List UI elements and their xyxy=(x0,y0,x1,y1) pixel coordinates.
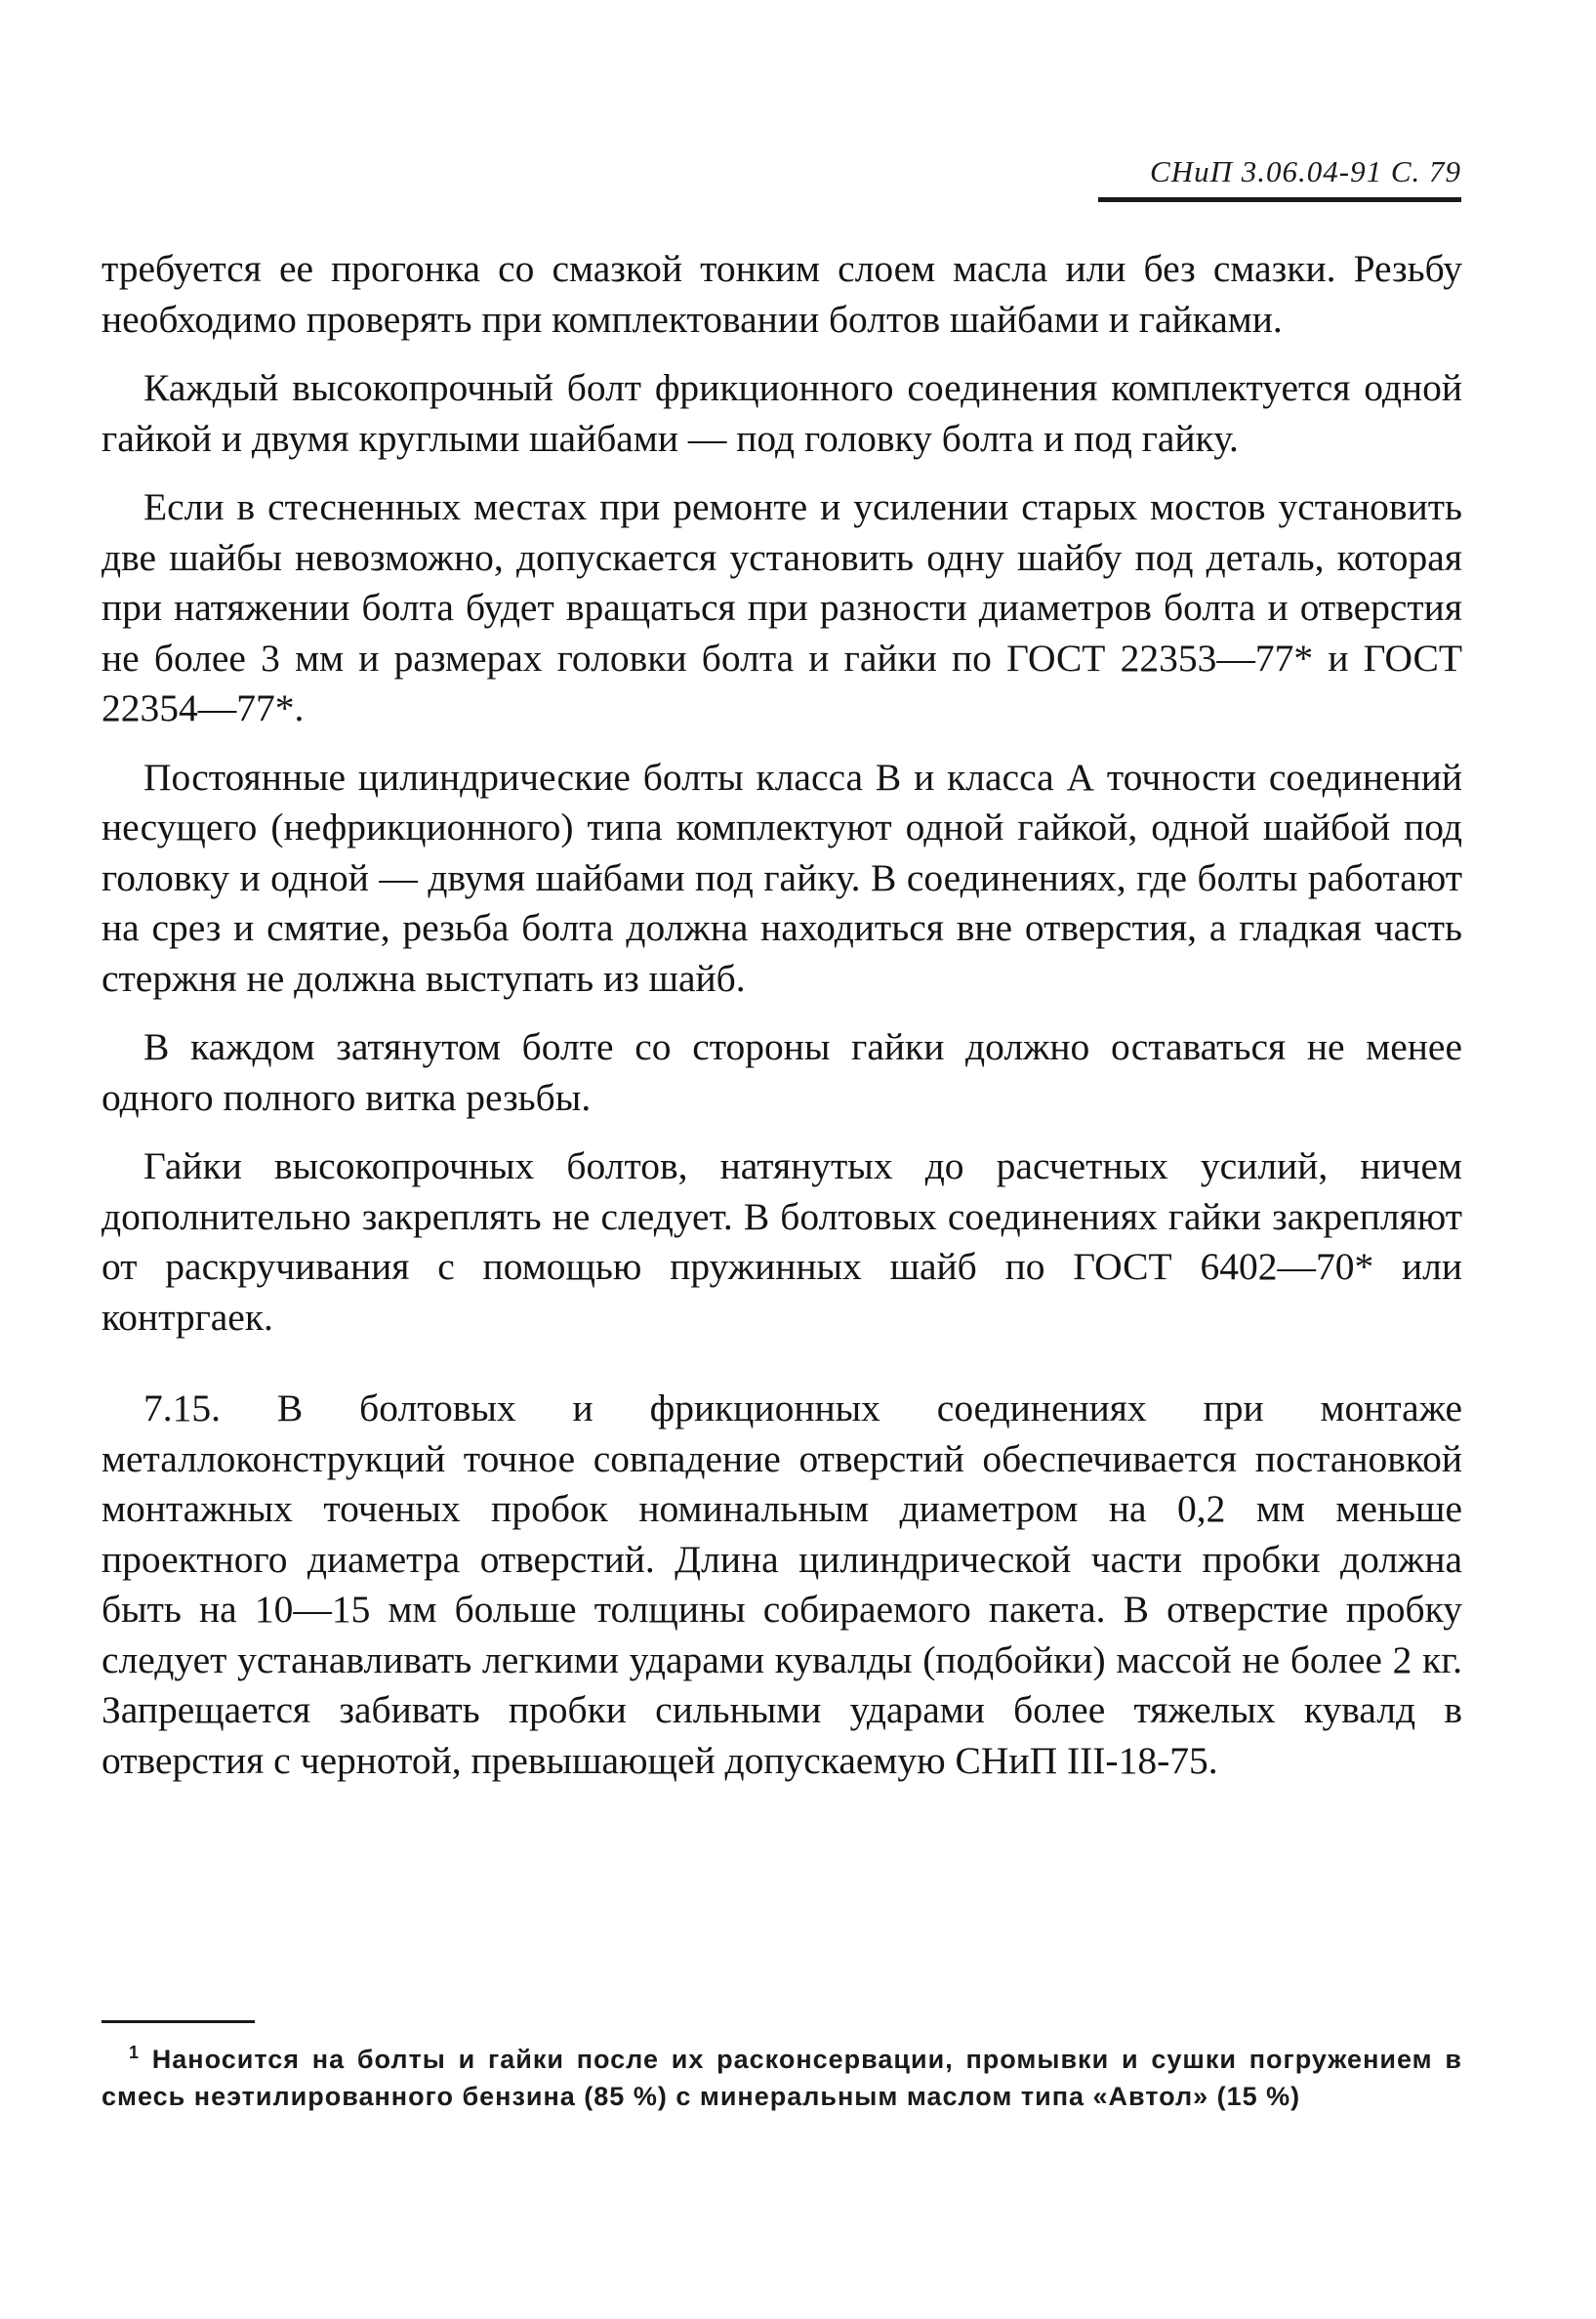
footnote-divider xyxy=(102,2020,255,2023)
paragraph-nut-locking: Гайки высокопрочных болтов, натянутых до расчетных усилий, ничем дополнительно закреплять не следует. В болтовых соединениях гайки закрепляют от раскручивания с помощью пружинных шайб по ГОСТ 6402—70* или контргаек. xyxy=(102,1144,1462,1339)
section-7-15: 7.15. В болтовых и фрикционных соединениях при монтаже металлоконструкций точное совпадение отверстий обеспечивается постановкой монтажных точеных пробок номинальным диаметром на 0,2 мм меньше проектного диаметра отверстий. Длина цилиндрической части пробки должна быть на 10—15 мм больше толщины собираемого пакета. В отверстие пробку следует устанавливать легкими ударами кувалды (подбойки) массой не более 2 кг. Запрещается забивать пробки сильными ударами более тяжелых кувалд в отверстия с чернотой, превышающей допускаемую СНиП III-18-75. xyxy=(102,1387,1462,1782)
paragraph-thread-turn: В каждом затянутом болте со стороны гайки должно оставаться не менее одного полного витка резьбы. xyxy=(102,1025,1462,1119)
paragraph-bolt-kit: Каждый высокопрочный болт фрикционного соединения комплектуется одной гайкой и двумя круглыми шайбами — под головку болта и под гайку. xyxy=(102,366,1462,460)
main-text xyxy=(102,244,1462,1804)
document-code: СНиП 3.06.04-91 С. 79 xyxy=(1150,154,1461,188)
page-header xyxy=(1071,154,1461,189)
paragraph-permanent-bolts: Постоянные цилиндрические болты класса В и класса А точности соединений несущего (нефрикционного) типа комплектуют одной гайкой, одной шайбой под головку и одной — двумя шайбами под гайку. В соединениях, где болты работают на срез и смятие, резьба болта должна находиться вне отверстия, а гладкая часть стержня не должна выступать из шайб. xyxy=(102,755,1462,1000)
footnote xyxy=(102,2041,1462,2115)
paragraph-washers-repair: Если в стесненных местах при ремонте и усилении старых мостов установить две шайбы невозможно, допускается установить одну шайбу под деталь, которая при натяжении болта будет вращаться при разности диаметров болта и отверстия не более 3 мм и размерах головки болта и гайки по ГОСТ 22353—77* и ГОСТ 22354—77*. xyxy=(102,485,1462,729)
paragraph-continuation: требуется ее прогонка со смазкой тонким слоем масла или без смазки. Резьбу необходимо проверять при комплектовании болтов шайбами и гайками. xyxy=(102,247,1462,341)
footnote-marker: 1 xyxy=(129,2043,141,2062)
footnote-text: Наносится на болты и гайки после их расконсервации, промывки и сушки погружением в смесь неэтилированного бензина (85 %) с минеральным маслом типа «Автол» (15 %) xyxy=(102,2045,1462,2111)
header-rule xyxy=(1098,197,1461,202)
